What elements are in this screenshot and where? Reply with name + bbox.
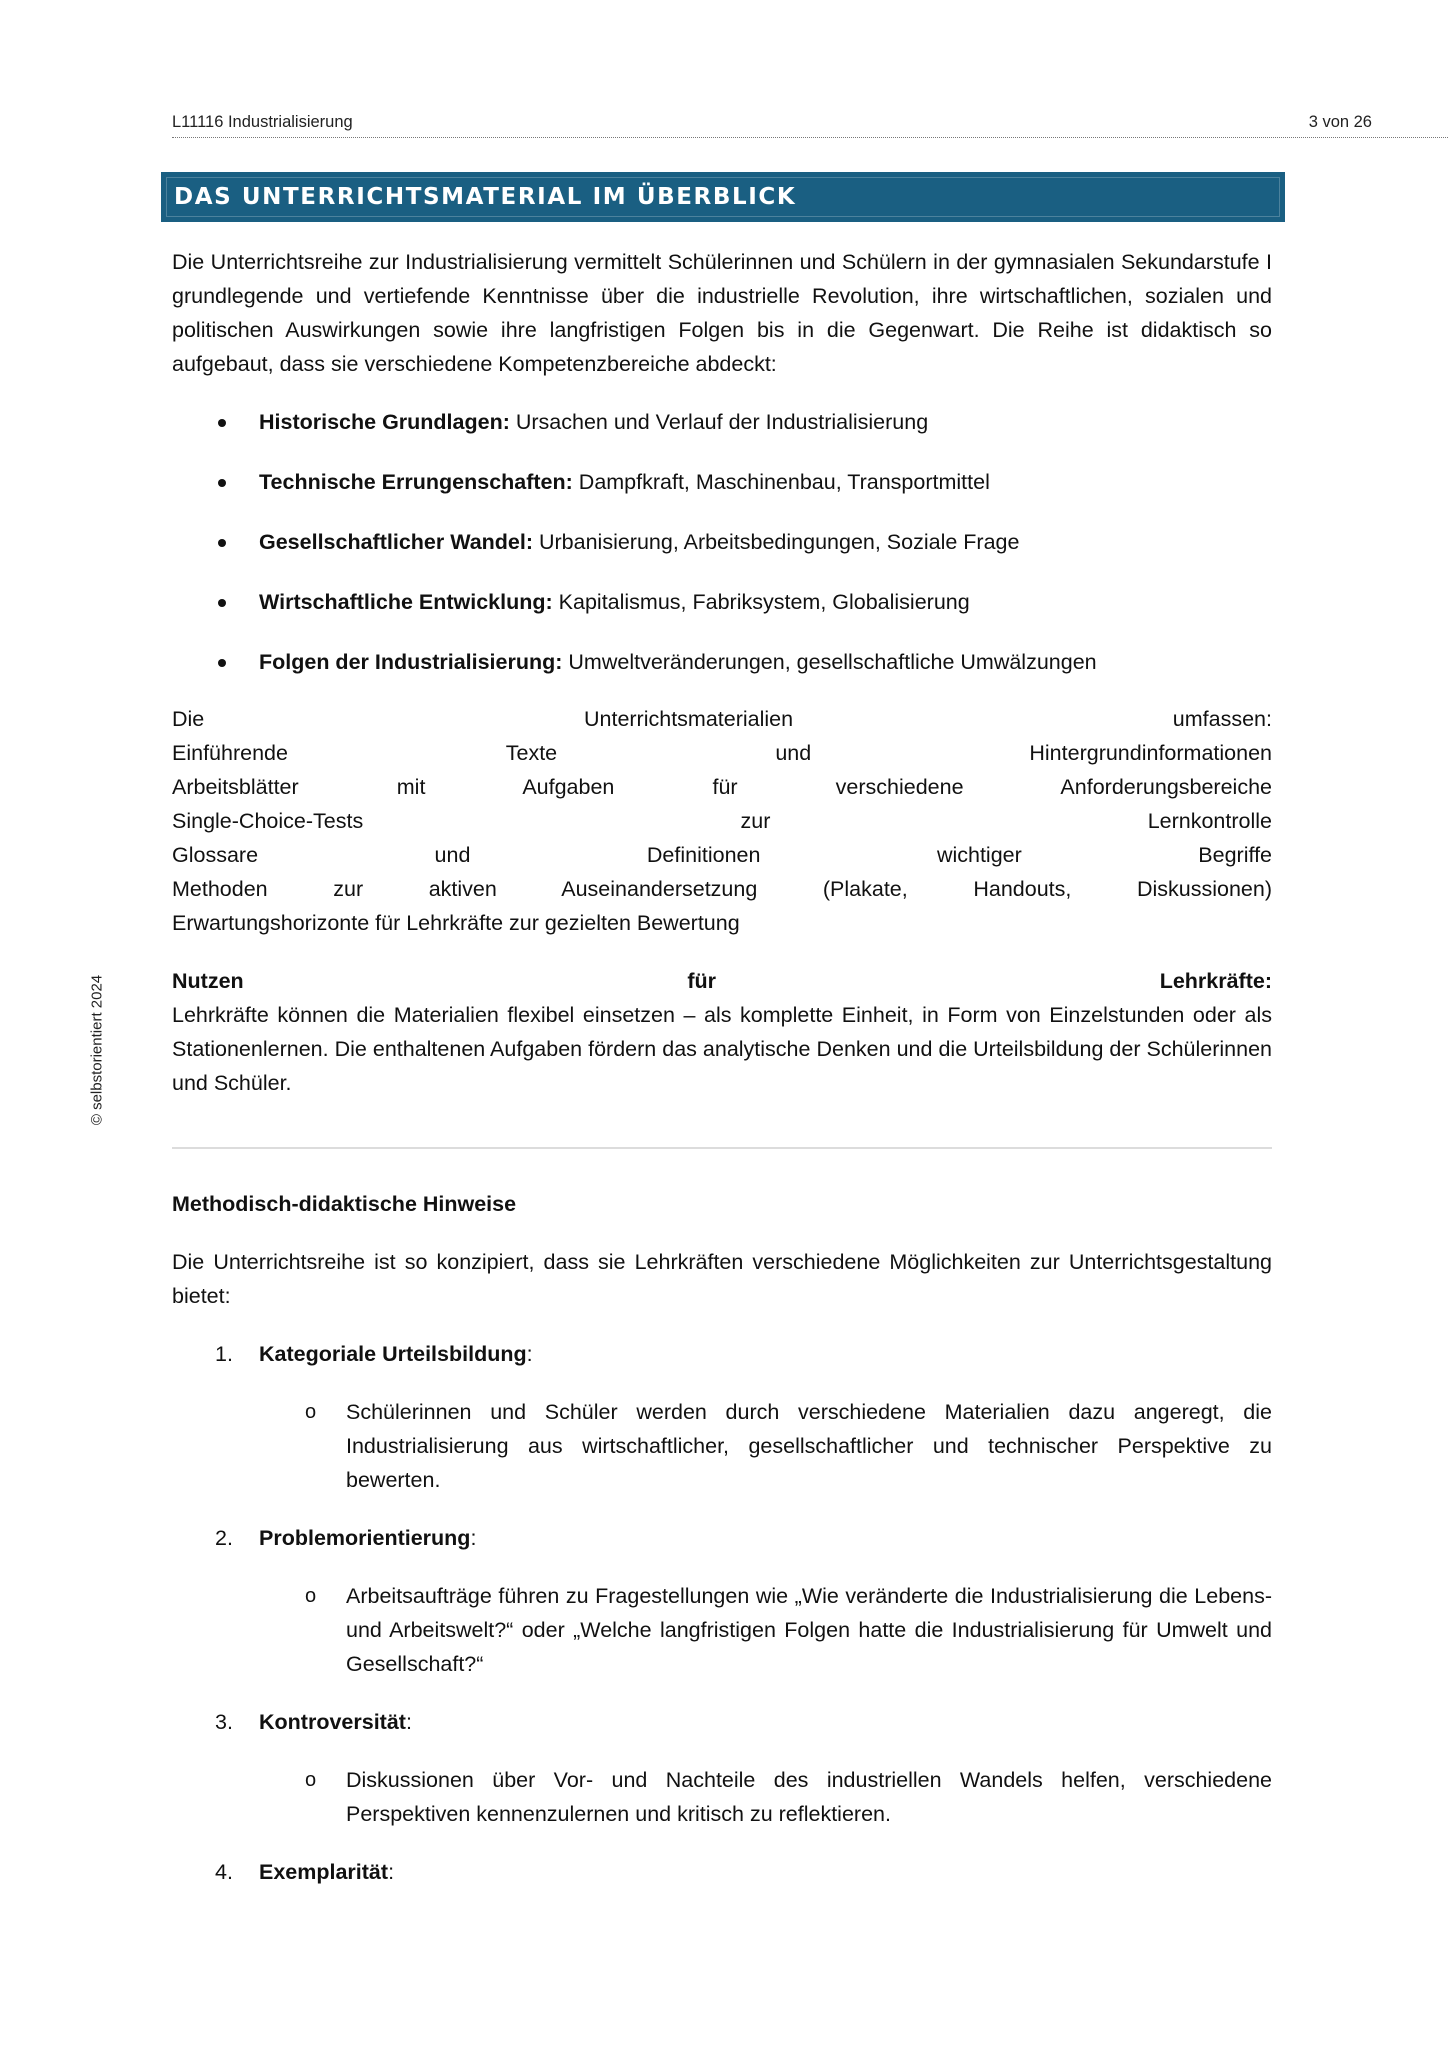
competency-label: Folgen der Industrialisierung: xyxy=(259,650,563,674)
item-title: Problemorientierung xyxy=(259,1526,471,1550)
materials-line: Einführende Texte und Hintergrundinformationen xyxy=(172,741,1272,765)
materials-line: Die Unterrichtsmaterialien umfassen: xyxy=(172,707,1272,731)
item-title: Exemplarität xyxy=(259,1860,389,1884)
sub-list-item xyxy=(259,1763,1272,1831)
section-title-bar xyxy=(161,172,1285,222)
item-suffix: : xyxy=(526,1342,533,1366)
item-number: 1. xyxy=(215,1342,233,1366)
sub-item-text: Diskussionen über Vor- und Nachteile des industriellen Wandels helfen, verschiedene Perspektiven kennenzulernen und kritisch zu reflektieren. xyxy=(346,1768,1272,1826)
section-title: DAS UNTERRICHTSMATERIAL IM ÜBERBLICK xyxy=(174,184,797,210)
methodology-intro: Die Unterrichtsreihe ist so konzipiert, dass sie Lehrkräften verschiedene Möglichkeiten zur Unterrichtsgestaltung bietet: xyxy=(172,1250,1272,1308)
list-item xyxy=(172,585,1272,619)
copyright-text: © selbstorientiert 2024 xyxy=(88,974,106,1126)
list-item xyxy=(172,1337,1272,1497)
list-item xyxy=(172,1855,1272,1889)
methodology-heading: Methodisch-didaktische Hinweise xyxy=(172,1192,517,1216)
item-number: 2. xyxy=(215,1526,233,1550)
item-title: Kategoriale Urteilsbildung xyxy=(259,1342,527,1366)
materials-block xyxy=(172,702,1272,940)
item-number: 3. xyxy=(215,1710,233,1734)
materials-line: Arbeitsblätter mit Aufgaben für verschiedene Anforderungsbereiche xyxy=(172,775,1272,799)
materials-line: Glossare und Definitionen wichtiger Begriffe xyxy=(172,843,1272,867)
list-item xyxy=(172,1705,1272,1831)
running-header xyxy=(172,113,1372,137)
bullet-icon xyxy=(218,659,226,667)
item-suffix: : xyxy=(470,1526,477,1550)
competency-text: Umweltveränderungen, gesellschaftliche Umwälzungen xyxy=(562,650,1097,674)
bullet-icon xyxy=(218,419,226,427)
materials-line: Erwartungshorizonte für Lehrkräfte zur gezielten Bewertung xyxy=(172,911,740,935)
sub-item-text: Schülerinnen und Schüler werden durch verschiedene Materialien dazu angeregt, die Industrialisierung aus wirtschaftlicher, gesellschaftlicher und technischer Perspektive zu bewerten. xyxy=(346,1400,1272,1492)
circle-bullet-icon: o xyxy=(305,1401,317,1423)
competency-list xyxy=(172,405,1272,679)
list-item xyxy=(172,465,1272,499)
list-item xyxy=(172,405,1272,439)
page-indicator: 3 von 26 xyxy=(1308,113,1372,131)
page-content xyxy=(172,245,1272,1889)
circle-bullet-icon: o xyxy=(305,1769,317,1791)
benefit-text: Lehrkräfte können die Materialien flexibel einsetzen – als komplette Einheit, in Form von Einzelstunden oder als Stationenlernen. Die enthaltenen Aufgaben fördern das analytische Denken und die Urteilsbildung der Schülerinnen und Schüler. xyxy=(172,1003,1272,1095)
competency-text: Ursachen und Verlauf der Industrialisierung xyxy=(509,410,929,434)
methodology-list xyxy=(172,1337,1272,1889)
competency-label: Wirtschaftliche Entwicklung: xyxy=(259,590,553,614)
list-item xyxy=(172,645,1272,679)
bullet-icon xyxy=(218,539,226,547)
competency-text: Dampfkraft, Maschinenbau, Transportmittel xyxy=(572,470,990,494)
item-number: 4. xyxy=(215,1860,233,1884)
sub-list xyxy=(259,1763,1272,1831)
list-item xyxy=(172,525,1272,559)
list-item xyxy=(172,1521,1272,1681)
bullet-icon xyxy=(218,479,226,487)
intro-paragraph: Die Unterrichtsreihe zur Industrialisierung vermittelt Schülerinnen und Schülern in der gymnasialen Sekundarstufe I grundlegende und vertiefende Kenntnisse über die industrielle Revolution, ihre wirtschaftlichen, sozialen und politischen Auswirkungen sowie ihre langfristigen Folgen bis in die Gegenwart. Die Reihe ist didaktisch so aufgebaut, dass sie verschiedene Kompetenzbereiche abdeckt: xyxy=(172,250,1272,376)
header-dotted-rule xyxy=(172,137,1448,138)
sub-list-item xyxy=(259,1395,1272,1497)
materials-line: Single-Choice-Tests zur Lernkontrolle xyxy=(172,809,1272,833)
competency-label: Gesellschaftlicher Wandel: xyxy=(259,530,534,554)
competency-label: Historische Grundlagen: xyxy=(259,410,510,434)
section-divider xyxy=(172,1147,1272,1149)
circle-bullet-icon: o xyxy=(305,1585,317,1607)
sub-item-text: Arbeitsaufträge führen zu Fragestellungen wie „Wie veränderte die Industrialisierung die Lebens- und Arbeitswelt?“ oder „Welche langfristigen Folgen hatte die Industrialisierung für Umwelt und Gesellschaft?“ xyxy=(346,1584,1272,1676)
competency-text: Urbanisierung, Arbeitsbedingungen, Soziale Frage xyxy=(533,530,1020,554)
item-suffix: : xyxy=(405,1710,412,1734)
competency-label: Technische Errungenschaften: xyxy=(259,470,573,494)
sub-list xyxy=(259,1395,1272,1497)
document-title: L11116 Industrialisierung xyxy=(172,113,353,131)
competency-text: Kapitalismus, Fabriksystem, Globalisierung xyxy=(552,590,970,614)
benefit-heading: Nutzen für Lehrkräfte: xyxy=(172,969,1272,993)
benefit-block xyxy=(172,964,1272,1100)
sub-list-item xyxy=(259,1579,1272,1681)
sub-list xyxy=(259,1579,1272,1681)
item-suffix: : xyxy=(388,1860,395,1884)
bullet-icon xyxy=(218,599,226,607)
item-title: Kontroversität xyxy=(259,1710,406,1734)
materials-line: Methoden zur aktiven Auseinandersetzung (Plakate, Handouts, Diskussionen) xyxy=(172,877,1272,901)
